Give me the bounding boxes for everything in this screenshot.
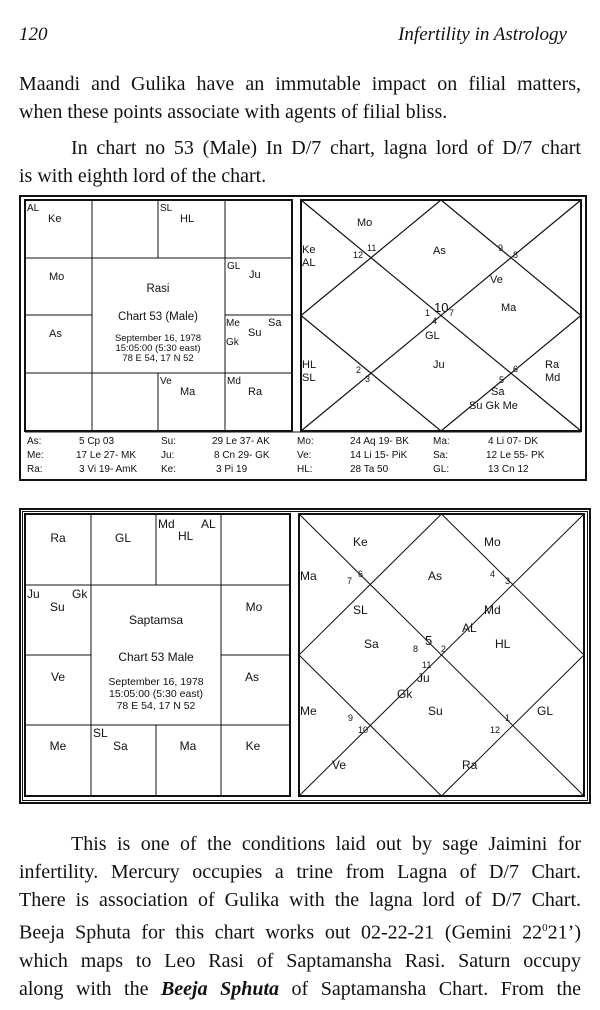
rasi-house-number: 5 bbox=[499, 375, 505, 385]
book-title: Infertility in Astrology bbox=[398, 24, 567, 45]
text-line: Maandi and Gulika have an immutable impact on filial matters, bbox=[19, 73, 581, 95]
rasi-north-right-upper: Ve bbox=[490, 274, 503, 286]
saptamsa-north-right-lower: GL bbox=[537, 704, 554, 718]
position-label: Su: bbox=[161, 436, 177, 447]
position-value: 28 Ta 50 bbox=[350, 464, 389, 475]
rasi-taurus-small: SL bbox=[160, 203, 173, 214]
rasi-north-top-diamond: As bbox=[433, 245, 446, 257]
saptamsa-north-left-diamond-1: SL bbox=[353, 603, 368, 617]
position-label: Sa: bbox=[433, 450, 449, 461]
position-value: 24 Aq 19- BK bbox=[350, 436, 409, 447]
rasi-north-right-diamond: Ma bbox=[501, 302, 517, 314]
saptamsa-libra-main: Ma bbox=[179, 739, 197, 753]
saptamsa-capricorn-main: Ve bbox=[50, 670, 66, 684]
saptamsa-time: 15:05:00 (5:30 east) bbox=[109, 688, 203, 700]
saptamsa-house-number: 9 bbox=[348, 713, 354, 723]
position-label: Ke: bbox=[161, 464, 177, 475]
text-line: is with eighth lord of the chart. bbox=[19, 165, 267, 187]
saptamsa-north-top-right-triangle: Mo bbox=[484, 535, 501, 549]
rasi-capricorn-main: As bbox=[49, 328, 62, 340]
saptamsa-north-top-left-triangle: Ke bbox=[353, 535, 368, 549]
rasi-north-left-upper-1: Ke bbox=[302, 244, 316, 256]
position-label: Ma: bbox=[433, 436, 450, 447]
saptamsa-north-bottom-right-triangle: Ra bbox=[462, 758, 478, 772]
rasi-north-center-below: GL bbox=[425, 330, 440, 342]
saptamsa-scorpio-small: SL bbox=[93, 726, 108, 740]
rasi-coords: 78 E 54, 17 N 52 bbox=[122, 353, 194, 364]
text-line: In chart no 53 (Male) In D/7 chart, lagna lord of D/7 chart bbox=[71, 137, 581, 159]
position-label: Ve: bbox=[297, 450, 312, 461]
rasi-north-bottom-diamond: Ju bbox=[433, 359, 445, 371]
saptamsa-house-number: 4 bbox=[490, 569, 496, 579]
rasi-leo-small: Me bbox=[226, 318, 240, 329]
saptamsa-house-number: 12 bbox=[490, 725, 501, 735]
rasi-north-labels bbox=[302, 217, 560, 412]
saptamsa-north-labels bbox=[300, 535, 553, 772]
rasi-north-bottom-triangle-1: Sa bbox=[491, 386, 505, 398]
rasi-libra-small: Ve bbox=[160, 376, 172, 387]
rasi-title: Rasi bbox=[146, 283, 170, 295]
saptamsa-house-number: 6 bbox=[358, 569, 364, 579]
rasi-leo-main: Su bbox=[248, 327, 262, 339]
rasi-pisces-small: AL bbox=[27, 203, 40, 214]
rasi-leo-small2: Gk bbox=[226, 337, 239, 348]
saptamsa-north-bottom-left-triangle: Ve bbox=[332, 758, 347, 772]
rasi-cancer-small: GL bbox=[227, 261, 241, 272]
rasi-house-number: 4 bbox=[432, 316, 438, 326]
saptamsa-aries-main: GL bbox=[114, 531, 132, 545]
text-fragment: Beeja Sphuta for this chart works out 02-22-21 (Gemini 22 bbox=[19, 921, 543, 944]
rasi-time: 15:05:00 (5:30 east) bbox=[115, 343, 201, 354]
position-label: Ra: bbox=[27, 464, 43, 475]
rasi-house-number: 3 bbox=[365, 374, 371, 384]
rasi-house-number: 11 bbox=[367, 243, 377, 253]
rasi-north-top-triangle: Mo bbox=[357, 217, 373, 229]
degree-superscript: 0 bbox=[542, 922, 548, 934]
rasi-house-number: 12 bbox=[353, 250, 364, 260]
rasi-virgo-main: Ra bbox=[248, 386, 263, 398]
saptamsa-virgo-main: Ke bbox=[245, 739, 261, 753]
rasi-cancer-main: Ju bbox=[249, 269, 261, 281]
text-fragment: of Saptamansha Chart. From the bbox=[279, 977, 581, 1000]
rasi-date: September 16, 1978 bbox=[114, 333, 202, 344]
saptamsa-north-left-diamond-2: Sa bbox=[364, 637, 379, 651]
saptamsa-north-right-diamond-1: Md bbox=[484, 603, 501, 617]
saptamsa-title: Saptamsa bbox=[128, 613, 184, 627]
saptamsa-aquarius-small: Ju bbox=[27, 587, 40, 601]
saptamsa-sagittarius-main: Me bbox=[49, 739, 67, 753]
rasi-north-left-upper-2: AL bbox=[302, 257, 316, 269]
position-value: 8 Cn 29- GK bbox=[214, 450, 270, 461]
position-value: 29 Le 37- AK bbox=[212, 436, 270, 447]
saptamsa-north-bottom-diamond-1: Ju bbox=[417, 671, 430, 685]
saptamsa-scorpio-main: Sa bbox=[113, 739, 128, 753]
rasi-north-right-lower-2: Md bbox=[545, 372, 561, 384]
saptamsa-north-right-diamond-2: AL bbox=[462, 621, 477, 635]
saptamsa-house-number: 11 bbox=[422, 660, 432, 670]
saptamsa-taurus-small: Md bbox=[158, 517, 175, 531]
saptamsa-north-top-diamond: As bbox=[428, 569, 443, 583]
saptamsa-house-number: 1 bbox=[505, 713, 511, 723]
position-value: 5 Cp 03 bbox=[79, 436, 115, 447]
text-fragment: 21’) bbox=[547, 921, 581, 944]
saptamsa-taurus-main: HL bbox=[178, 529, 194, 543]
saptamsa-cancer-main: Mo bbox=[245, 600, 263, 614]
rasi-house-number: 8 bbox=[513, 250, 519, 260]
rasi-libra-main: Ma bbox=[180, 386, 196, 398]
saptamsa-house-number: 7 bbox=[347, 576, 353, 586]
saptamsa-north-left-lower: Me bbox=[300, 704, 317, 718]
rasi-house-number: 9 bbox=[498, 243, 504, 253]
rasi-house-number: 2 bbox=[356, 365, 362, 375]
text-line-with-emphasis bbox=[19, 975, 581, 1003]
emphasis-beeja-sphuta: Beeja Sphuta bbox=[160, 977, 280, 1000]
position-label: Mo: bbox=[297, 436, 314, 447]
rasi-north-left-lower-2: SL bbox=[302, 372, 316, 384]
text-line: This is one of the conditions laid out by sage Jaimini for bbox=[71, 833, 581, 855]
text-line: when these points associate with agents of filial bliss. bbox=[19, 101, 448, 123]
position-value: 4 Li 07- DK bbox=[488, 436, 539, 447]
saptamsa-taurus-corner: AL bbox=[201, 517, 216, 531]
rasi-virgo-small: Md bbox=[227, 376, 241, 387]
saptamsa-leo-main: As bbox=[244, 670, 260, 684]
saptamsa-north-right-diamond-3: HL bbox=[495, 637, 511, 651]
rasi-positions-table bbox=[27, 436, 545, 475]
position-label: HL: bbox=[297, 464, 313, 475]
text-line: infertility. Mercury occupies a trine from Lagna of D/7 Chart. bbox=[19, 861, 581, 883]
rasi-north-left-lower-1: HL bbox=[302, 359, 317, 371]
saptamsa-north-left-upper: Ma bbox=[300, 569, 317, 583]
rasi-aquarius-main: Mo bbox=[49, 271, 65, 283]
page-number: 120 bbox=[19, 24, 48, 45]
saptamsa-north-bottom-diamond-2: Gk bbox=[397, 687, 413, 701]
position-label: GL: bbox=[433, 464, 450, 475]
saptamsa-coords: 78 E 54, 17 N 52 bbox=[116, 700, 196, 712]
saptamsa-subtitle: Chart 53 Male bbox=[118, 650, 194, 664]
rasi-north-right-lower-1: Ra bbox=[545, 359, 560, 371]
saptamsa-house-number: 8 bbox=[413, 644, 419, 654]
text-fragment: along with the bbox=[19, 977, 161, 1000]
position-value: 17 Le 27- MK bbox=[76, 450, 137, 461]
position-value: 3 Pi 19 bbox=[216, 464, 248, 475]
rasi-subtitle: Chart 53 (Male) bbox=[118, 311, 198, 323]
saptamsa-aquarius-corner: Gk bbox=[72, 587, 88, 601]
saptamsa-house-number: 2 bbox=[441, 644, 447, 654]
rasi-pisces-main: Ke bbox=[48, 213, 62, 225]
rasi-south-labels bbox=[27, 203, 282, 398]
rasi-house-number: 7 bbox=[449, 308, 455, 318]
text-line: There is association of Gulika with the lagna lord of D/7 Chart. bbox=[19, 889, 581, 911]
saptamsa-house-number: 10 bbox=[358, 725, 369, 735]
position-value: 14 Li 15- PiK bbox=[350, 450, 408, 461]
saptamsa-house-number: 3 bbox=[505, 576, 511, 586]
saptamsa-date: September 16, 1978 bbox=[108, 676, 204, 688]
saptamsa-aquarius-main: Su bbox=[50, 600, 65, 614]
rasi-house-number: 10 bbox=[434, 300, 449, 315]
position-label: Ju: bbox=[161, 450, 175, 461]
position-label: Me: bbox=[27, 450, 44, 461]
position-value: 12 Le 55- PK bbox=[486, 450, 545, 461]
rasi-north-bottom-triangle-2: Su Gk Me bbox=[469, 400, 518, 412]
rasi-house-number: 6 bbox=[513, 364, 519, 374]
position-label: As: bbox=[27, 436, 42, 447]
rasi-taurus-main: HL bbox=[180, 213, 195, 225]
saptamsa-north-bottom-diamond-3: Su bbox=[428, 704, 443, 718]
rasi-house-number: 1 bbox=[425, 308, 431, 318]
saptamsa-house-number: 5 bbox=[425, 633, 433, 648]
position-value: 13 Cn 12 bbox=[488, 464, 529, 475]
position-value: 3 Vi 19- AmK bbox=[79, 464, 138, 475]
text-line-with-degree bbox=[19, 914, 581, 947]
paragraph-analysis bbox=[19, 830, 581, 1003]
text-line: which maps to Leo Rasi of Saptamansha Rasi. Saturn occupy bbox=[19, 949, 581, 972]
rasi-leo-corner: Sa bbox=[268, 317, 282, 329]
saptamsa-pisces-main: Ra bbox=[50, 531, 66, 545]
saptamsa-south-labels bbox=[27, 517, 263, 753]
